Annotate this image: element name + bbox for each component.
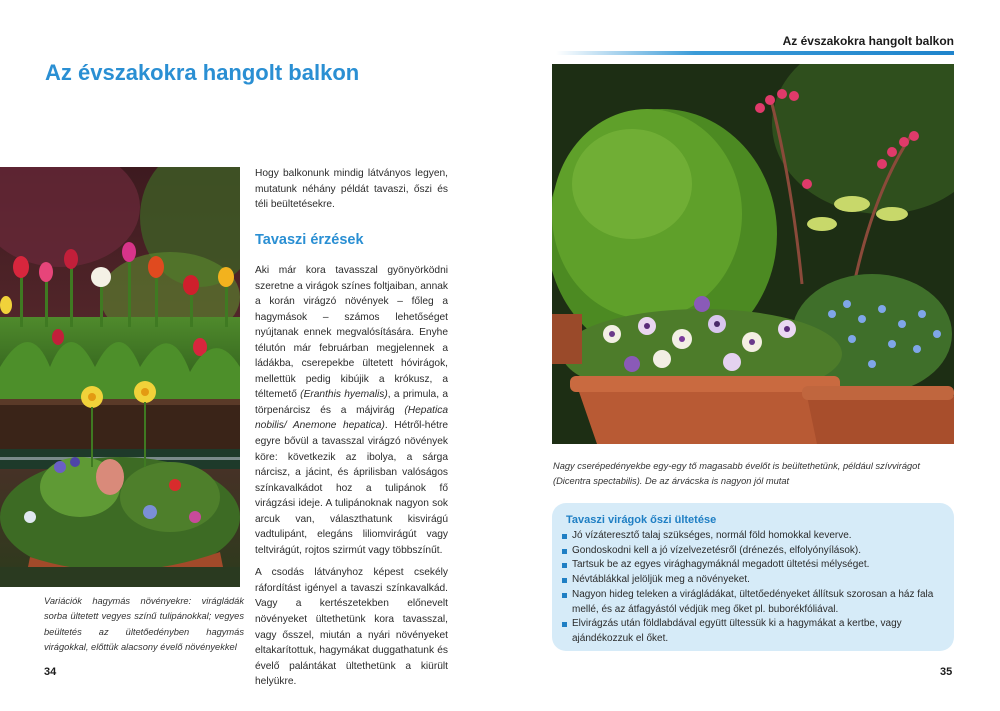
right-photo-caption: Nagy cserépedényekbe egy-egy tő magasabb évelőt is beültethetünk, például szívvirágot (Dicentra spectabilis). De az árvácska is nagyon jól mutat bbox=[553, 461, 920, 487]
tip-item: Gondoskodni kell a jó vízelvezetésről (drénezés, elfolyónyílások). bbox=[562, 544, 944, 559]
tulip-balcony-photo bbox=[0, 167, 240, 587]
running-header: Az évszakokra hangolt balkon bbox=[782, 34, 954, 48]
intro-paragraph bbox=[255, 166, 448, 213]
paragraph-2: A csodás látványhoz képest csekély ráfordítást igényel a tavaszi színkavalkád. Vagy a kertészetekben előnevelt növényeket ültethetünk kora tavasszal, vagy ősszel, miután a nyári növényeket eltakarítottuk, hagymákat duggathatunk és évelő palántákat ültethetünk a kiürült helyükre. bbox=[255, 567, 448, 688]
tip-list bbox=[562, 529, 944, 647]
intro-text: Hogy balkonunk mindig látványos legyen, mutatunk néhány példát tavaszi, őszi és téli beültetésekre. bbox=[255, 168, 448, 211]
planters-photo bbox=[552, 64, 954, 444]
latin-name-hepatica: (Hepatica nobilis/ Anemone hepatica) bbox=[255, 404, 448, 432]
para1-part-c: , a primula, a törpenárcisz és a májvirág bbox=[255, 389, 448, 416]
latin-name-eranthis: (Eranthis hyemalis) bbox=[300, 389, 388, 401]
para1-part-e: . Hétről-hétre egyre bővül a tavasszal virágzó növények köre: következik az ibolya, a sárga nárcisz, a jácint, és áprilisban valóságos színkavalkádot hoz a tulipánok fő virágzási ideje. A tulipánoknak nagyon sok arcuk van, választhatunk kisvirágú vadtulipánt, elegáns liliomvirágút vagy teltvirágút, rojtos szirmút vagy többszínűt. bbox=[255, 420, 449, 556]
tip-item: Jó vízáteresztő talaj szükséges, normál föld homokkal keverve. bbox=[562, 529, 944, 544]
page-number-right: 35 bbox=[940, 666, 953, 678]
page-title: Az évszakokra hangolt balkon bbox=[45, 60, 360, 85]
main-text bbox=[255, 263, 448, 690]
tip-item: Nagyon hideg teleken a virágládákat, ültetőedényeket állítsuk szorosan a ház fala mellé, és az átfagyástól védjük meg őket pl. buborékfóliával. bbox=[562, 588, 944, 617]
page-number-left: 34 bbox=[44, 666, 57, 678]
header-rule bbox=[556, 51, 954, 55]
tip-box-title: Tavaszi virágok őszi ültetése bbox=[566, 514, 717, 526]
para1-part-a: Aki már kora tavasszal gyönyörködni szeretne a virágok színes foltjaiban, annak a korán virágzó növények – főleg a hagymások – számos lehetőséget nyújtanak ennek megvalósítására. Enyhe télutón már februárban megjelennek a ládákba, cserepekbe ültetett hóvirágok, mellettük pedig kibújik a krókusz, a téltemető bbox=[255, 265, 448, 401]
section-heading: Tavaszi érzések bbox=[255, 232, 364, 248]
tip-item: Elvirágzás után földlabdával együtt ültessük ki a hagymákat a kertbe, vagy ajándékozzuk el őket. bbox=[562, 617, 944, 646]
paragraph-1 bbox=[255, 263, 448, 558]
left-photo-caption: Variációk hagymás növényekre: virágládák sorba ültetett vegyes színű tulipánokkal; vegyes beültetés az ültetőedényben hagymás virágokkal, előttük alacsony évelő növényekkel bbox=[44, 596, 244, 652]
tip-item: Tartsuk be az egyes virághagymáknál megadott ültetési mélységet. bbox=[562, 558, 944, 573]
tip-box bbox=[552, 503, 954, 651]
tip-item: Névtáblákkal jelöljük meg a növényeket. bbox=[562, 573, 944, 588]
